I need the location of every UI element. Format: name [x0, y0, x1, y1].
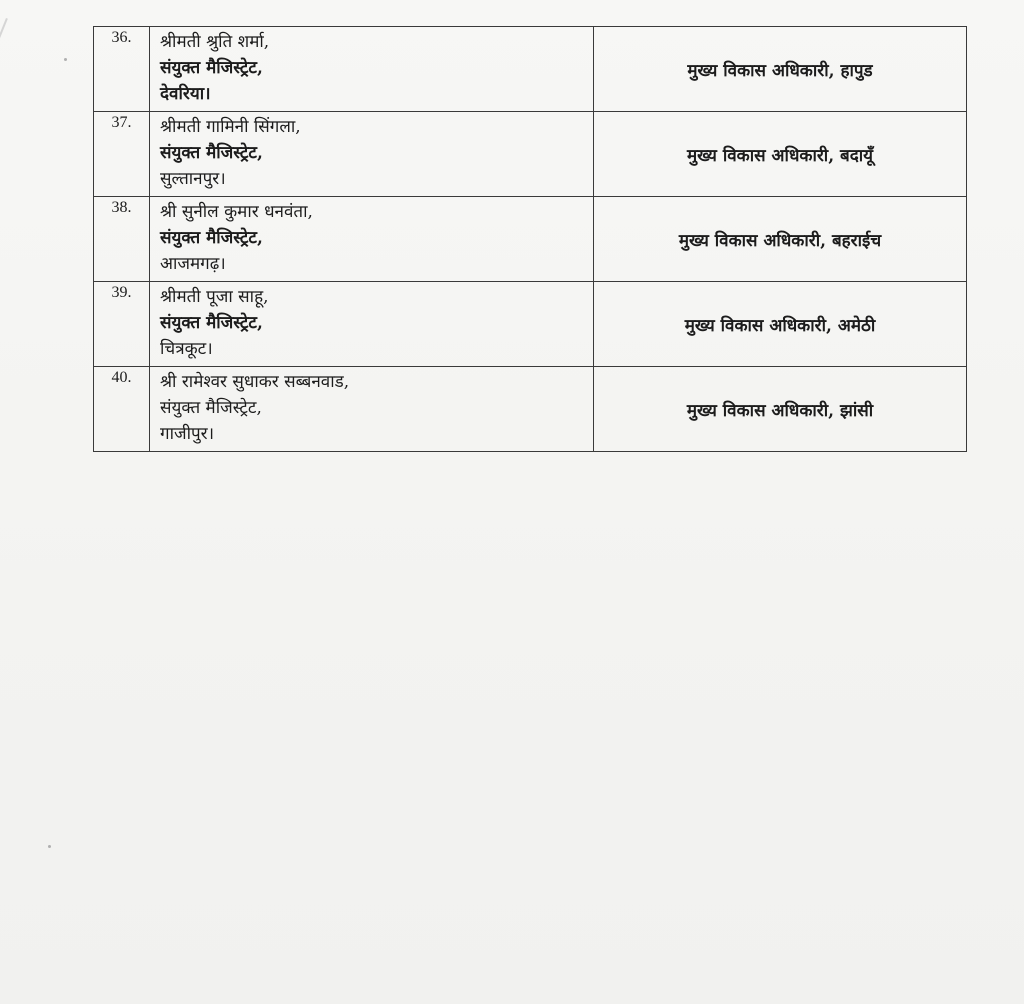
- officer-current-post: संयुक्त मैजिस्ट्रेट,: [160, 143, 263, 163]
- speck: [64, 58, 67, 61]
- officer-cell: [150, 27, 594, 112]
- new-posting: मुख्य विकास अधिकारी, बहराईच: [594, 197, 967, 282]
- table-row: [94, 197, 967, 282]
- transfer-table: [93, 26, 967, 452]
- officer-name: श्रीमती गामिनी सिंगला,: [160, 117, 301, 137]
- officer-current-post: संयुक्त मैजिस्ट्रेट,: [160, 58, 263, 78]
- table-row: [94, 282, 967, 367]
- officer-cell: [150, 367, 594, 452]
- officer-name: श्रीमती श्रुति शर्मा,: [160, 32, 270, 52]
- new-posting: मुख्य विकास अधिकारी, बदायूँ: [594, 112, 967, 197]
- serial-number: 36.: [94, 27, 150, 112]
- table-row: [94, 27, 967, 112]
- new-posting: मुख्य विकास अधिकारी, हापुड: [594, 27, 967, 112]
- speck: [48, 845, 51, 848]
- officer-current-post: संयुक्त मैजिस्ट्रेट,: [160, 398, 262, 418]
- paper-fold-mark: [0, 18, 8, 158]
- officer-current-post: संयुक्त मैजिस्ट्रेट,: [160, 313, 263, 333]
- officer-current-place: देवरिया।: [160, 84, 211, 104]
- officer-current-post: संयुक्त मैजिस्ट्रेट,: [160, 228, 263, 248]
- officer-name: श्री सुनील कुमार धनवंता,: [160, 202, 313, 222]
- officer-current-place: आजमगढ़।: [160, 254, 226, 274]
- officer-cell: [150, 282, 594, 367]
- officer-name: श्री रामेश्वर सुधाकर सब्बनवाड,: [160, 372, 350, 392]
- new-posting: मुख्य विकास अधिकारी, झांसी: [594, 367, 967, 452]
- officer-current-place: चित्रकूट।: [160, 339, 213, 359]
- table-row: [94, 112, 967, 197]
- table-row: [94, 367, 967, 452]
- officer-current-place: गाजीपुर।: [160, 424, 215, 444]
- officer-cell: [150, 197, 594, 282]
- officer-cell: [150, 112, 594, 197]
- serial-number: 40.: [94, 367, 150, 452]
- officer-current-place: सुल्तानपुर।: [160, 169, 226, 189]
- serial-number: 37.: [94, 112, 150, 197]
- new-posting: मुख्य विकास अधिकारी, अमेठी: [594, 282, 967, 367]
- serial-number: 38.: [94, 197, 150, 282]
- officer-name: श्रीमती पूजा साहू,: [160, 287, 269, 307]
- serial-number: 39.: [94, 282, 150, 367]
